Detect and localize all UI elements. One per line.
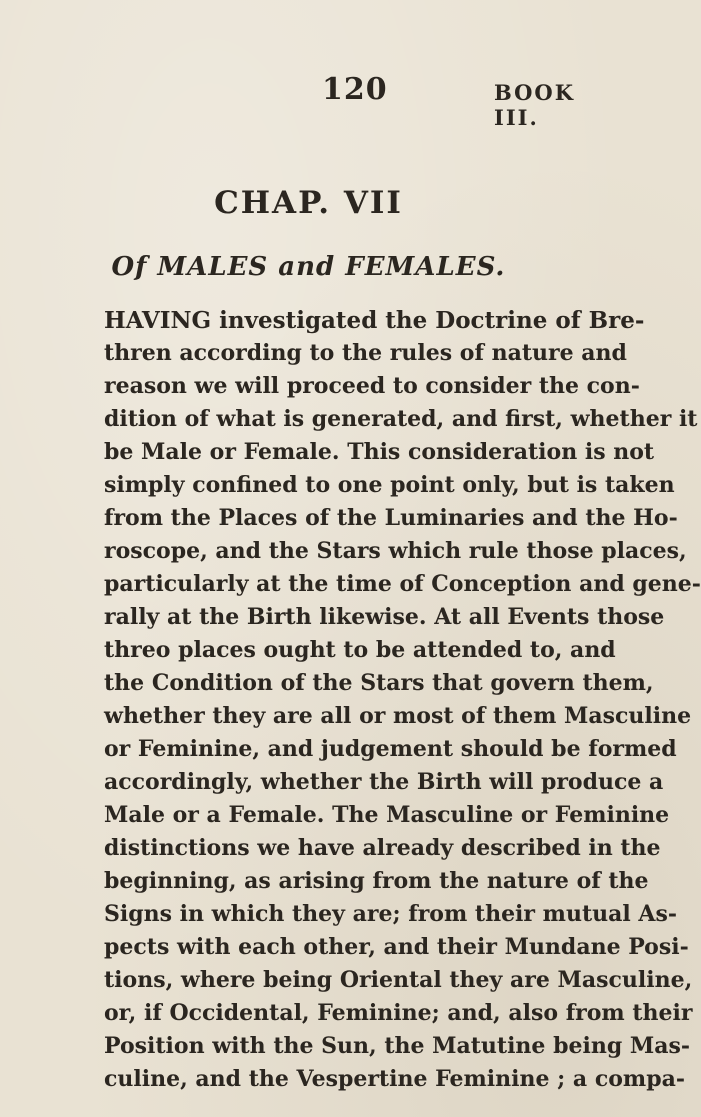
- body-line: or Feminine, and judgement should be formed: [104, 736, 677, 762]
- body-line: whether they are all or most of them Masculine: [104, 703, 692, 729]
- body-line: Position with the Sun, the Matutine being Mas-: [104, 1033, 690, 1059]
- body-line: or, if Occidental, Feminine; and, also from their: [104, 1000, 693, 1026]
- body-line: the Condition of the Stars that govern them,: [104, 670, 654, 696]
- body-line: thren according to the rules of nature and: [104, 340, 627, 366]
- body-line: accordingly, whether the Birth will produce a: [104, 769, 664, 795]
- body-line: from the Places of the Luminaries and the Ho-: [104, 505, 678, 531]
- body-line: culine, and the Vespertine Feminine ; a compa-: [104, 1066, 685, 1092]
- body-line: Male or a Female. The Masculine or Feminine: [104, 802, 670, 828]
- book-label: BOOK III.: [494, 80, 575, 130]
- body-line: distinctions we have already described in the: [104, 835, 661, 861]
- body-line: rally at the Birth likewise. At all Events those: [104, 604, 665, 630]
- body-line: pects with each other, and their Mundane Posi-: [104, 934, 689, 960]
- body-line: simply confined to one point only, but is taken: [104, 472, 675, 498]
- body-line: dition of what is generated, and first, whether it: [104, 406, 698, 432]
- body-line: be Male or Female. This consideration is not: [104, 439, 655, 465]
- body-line: HAVING investigated the Doctrine of Bre-: [104, 307, 645, 334]
- body-text: [104, 304, 701, 1096]
- body-line: particularly at the time of Conception and gene-: [104, 571, 701, 597]
- body-line: threo places ought to be attended to, and: [104, 637, 616, 663]
- chapter-title: CHAP. VII: [214, 185, 403, 221]
- page-number: 120: [322, 72, 388, 107]
- body-line: roscope, and the Stars which rule those places,: [104, 538, 687, 564]
- body-line: tions, where being Oriental they are Masculine,: [104, 967, 693, 993]
- body-line: beginning, as arising from the nature of the: [104, 868, 649, 894]
- body-line: Signs in which they are; from their mutual As-: [104, 901, 677, 927]
- body-line: reason we will proceed to consider the con-: [104, 373, 640, 399]
- chapter-subtitle: Of MALES and FEMALES.: [111, 252, 506, 282]
- running-head: [0, 72, 617, 130]
